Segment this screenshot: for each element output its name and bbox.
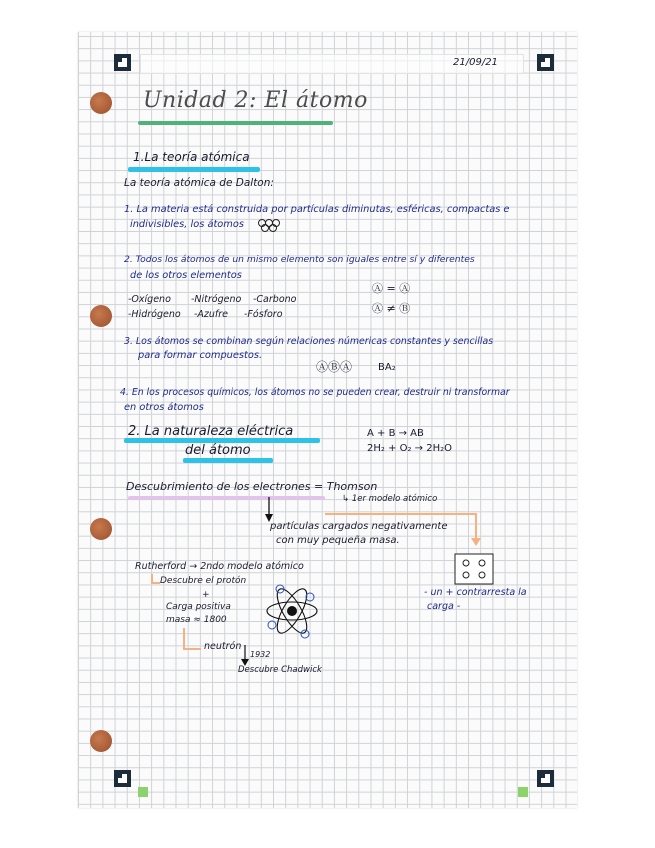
reaction-2: 2H₂ + O₂ → 2H₂O: [367, 443, 453, 454]
element-carbon: -Carbono: [253, 294, 297, 305]
particles-line2: con muy pequeña masa.: [276, 535, 400, 546]
corner-marker-icon: [537, 54, 554, 71]
notebook-page: [78, 32, 577, 808]
first-model: ↳ 1er modelo atómico: [342, 494, 438, 504]
date: 21/09/21: [453, 57, 498, 68]
neutron: neutrón: [204, 641, 242, 652]
proton-mass: masa ≈ 1800: [166, 615, 227, 625]
compound-formula: BA₂: [378, 362, 396, 373]
corner-marker-icon: [114, 770, 131, 787]
green-square-icon: [518, 787, 528, 797]
page-title: Unidad 2: El átomo: [143, 88, 368, 113]
positive-charge: Carga positiva: [166, 602, 231, 612]
element-sulfur: -Azufre: [194, 309, 229, 320]
dalton-intro: La teoría atómica de Dalton:: [124, 177, 274, 189]
section2-highlight: [183, 458, 273, 463]
point-4-line2: en otros átomos: [124, 402, 204, 413]
green-square-icon: [138, 787, 148, 797]
binder-hole: [90, 518, 112, 540]
compound-atoms: ⒶⒷⒶ: [316, 360, 353, 374]
orange-connector: [183, 648, 201, 650]
element-phosphorus: -Fósforo: [244, 309, 283, 320]
corner-marker-icon: [537, 770, 554, 787]
discovery-highlight: [128, 496, 325, 500]
rutherford-model: Rutherford → 2ndo modelo atómico: [135, 561, 304, 572]
element-oxygen: -Oxígeno: [128, 294, 171, 305]
neutron-year: 1932: [250, 650, 271, 659]
corner-marker-icon: [114, 54, 131, 71]
electron-discovery: Descubrimiento de los electrones = Thomson: [126, 480, 378, 493]
binder-hole: [90, 730, 112, 752]
section2-heading-line2: del átomo: [185, 443, 251, 458]
down-arrow-icon: [263, 497, 275, 523]
equal-atoms: Ⓐ = Ⓐ: [372, 282, 411, 295]
element-hydrogen: -Hidrógeno: [128, 309, 181, 320]
point-3-line2: para formar compuestos.: [138, 350, 263, 361]
charge-note-line2: carga -: [427, 601, 461, 612]
charge-note-line1: - un + contrarresta la: [424, 587, 527, 598]
binder-hole: [90, 305, 112, 327]
point-1-line1: 1. La materia está construida por partículas diminutas, esféricas, compactas e: [124, 204, 510, 215]
reaction-1: A + B → AB: [367, 428, 424, 439]
down-arrow-icon: [240, 645, 250, 667]
point-1-line2: indivisibles, los átomos: [130, 219, 244, 230]
orange-connector: [325, 513, 477, 515]
orange-bracket: [151, 582, 160, 584]
thomson-model-icon: [454, 553, 494, 585]
binder-hole: [90, 92, 112, 114]
section1-heading: 1.La teoría atómica: [133, 150, 250, 164]
atoms-drawing-icon: [256, 218, 286, 232]
point-3-line1: 3. Los átomos se combinan según relaciones númericas constantes y sencillas: [124, 336, 494, 347]
plus-sign: +: [202, 590, 210, 600]
point-2-line1: 2. Todos los átomos de un mismo elemento son iguales entre sí y diferentes: [124, 254, 475, 265]
proton-discovery: Descubre el protón: [160, 576, 247, 586]
element-nitrogen: -Nitrógeno: [191, 294, 242, 305]
chadwick: Descubre Chadwick: [238, 665, 322, 675]
point-4-line1: 4. En los procesos químicos, los átomos no se pueden crear, destruir ni transformar: [120, 387, 510, 398]
particles-line1: partículas cargados negativamente: [270, 521, 448, 532]
orange-arrow-icon: [471, 538, 481, 546]
different-atoms: Ⓐ ≠ Ⓑ: [372, 302, 411, 315]
section2-heading-line1: 2. La naturaleza eléctrica: [128, 424, 294, 439]
point-2-line2: de los otros elementos: [130, 270, 242, 281]
orange-connector: [183, 628, 185, 650]
rutherford-atom-icon: [263, 580, 321, 642]
section1-highlight: [128, 167, 260, 172]
title-underline: [138, 121, 333, 125]
